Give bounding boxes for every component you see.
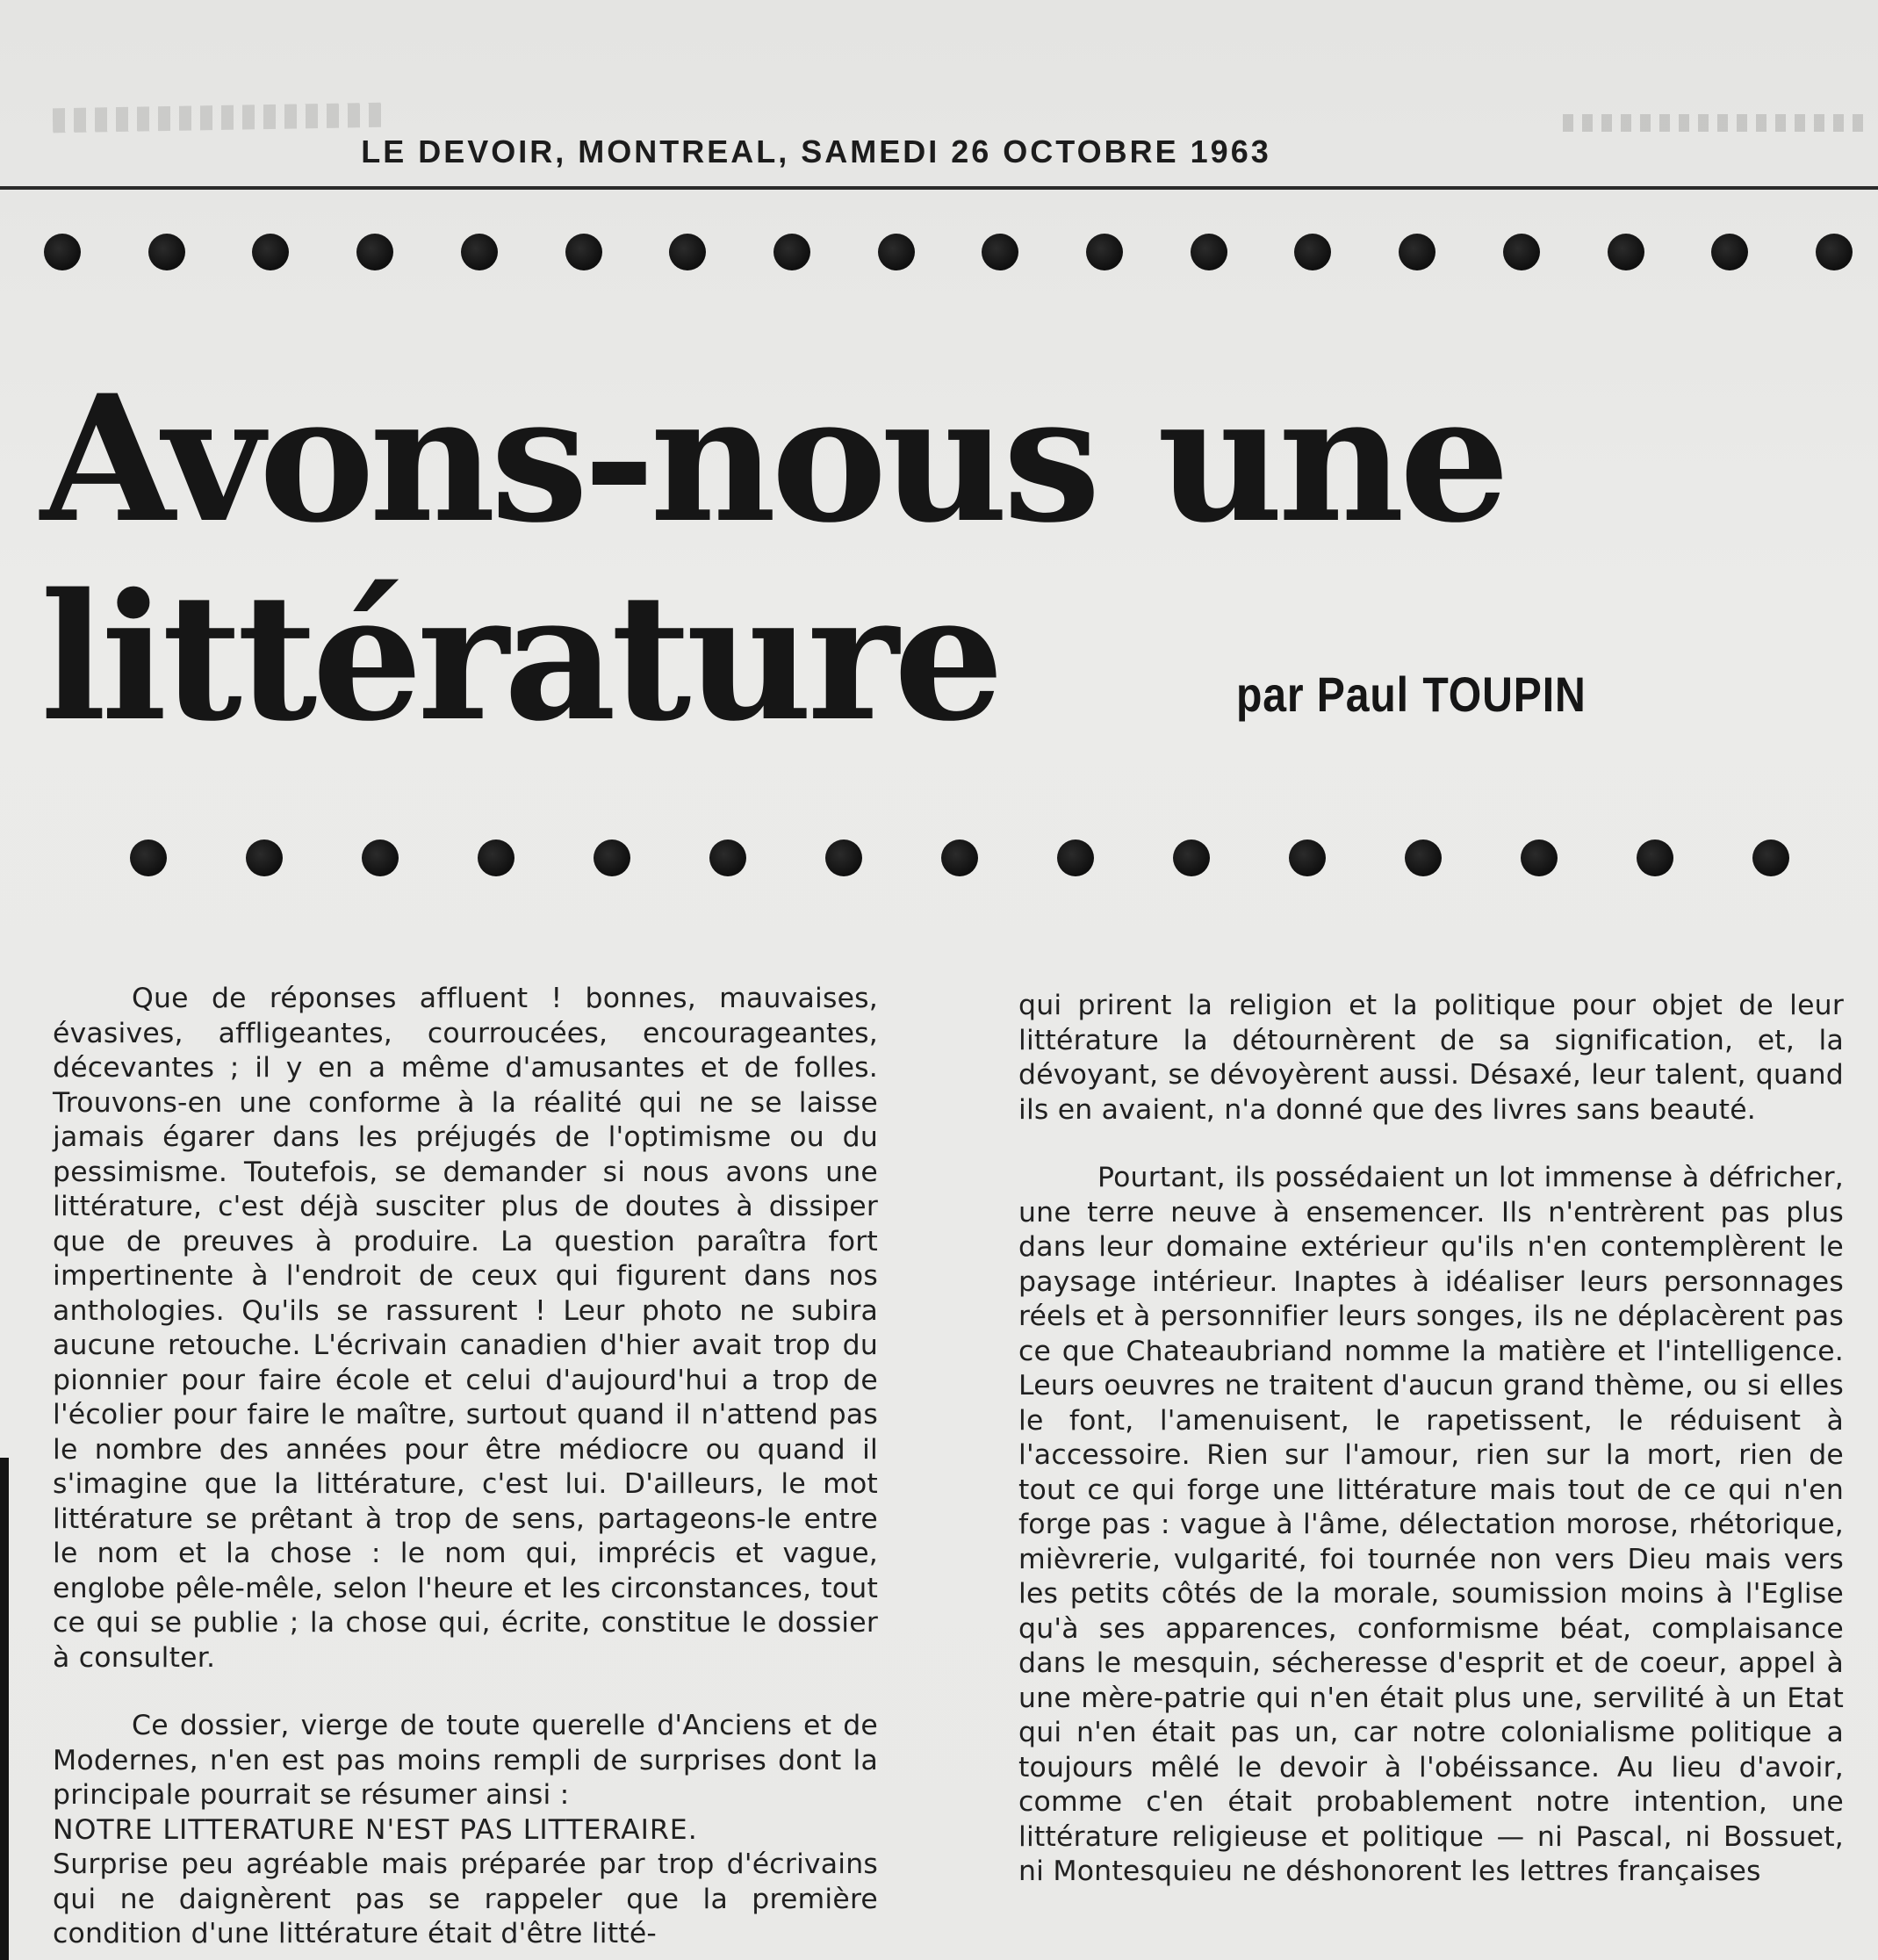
- ornament-dot: [246, 839, 283, 876]
- print-smudge: [1563, 114, 1870, 132]
- ornament-dot: [1289, 839, 1326, 876]
- masthead-rule: [0, 186, 1878, 190]
- headline-line-1: [40, 357, 1533, 561]
- print-smudge: [53, 103, 386, 133]
- ornament-dot: [1521, 839, 1558, 876]
- ornament-dot: [565, 234, 602, 270]
- ornament-dot: [44, 234, 81, 270]
- ornament-dot: [1637, 839, 1673, 876]
- ornament-dot: [356, 234, 393, 270]
- ornament-dot: [1816, 234, 1853, 270]
- ornament-dot: [1191, 234, 1227, 270]
- byline-prefix: par Paul: [1236, 667, 1409, 722]
- headline-word: Avons-nous: [40, 357, 1096, 561]
- dot-ornament-top: [44, 230, 1853, 274]
- ornament-dot: [1752, 839, 1789, 876]
- dot-ornament-bottom: [130, 836, 1789, 880]
- ornament-dot: [478, 839, 514, 876]
- ornament-dot: [1608, 234, 1644, 270]
- article-emphasis: NOTRE LITTERATURE N'EST PAS LITTERAIRE.: [53, 1813, 698, 1846]
- byline: [1236, 666, 1587, 723]
- ornament-dot: [252, 234, 289, 270]
- page-edge-bar: [0, 1458, 9, 1960]
- ornament-dot: [878, 234, 915, 270]
- ornament-dot: [709, 839, 746, 876]
- ornament-dot: [982, 234, 1018, 270]
- headline-line-2: littérature: [40, 555, 999, 760]
- ornament-dot: [1711, 234, 1748, 270]
- masthead-text: LE DEVOIR, MONTREAL, SAMEDI 26 OCTOBRE 1963: [361, 133, 1271, 169]
- article-paragraph: Que de réponses affluent ! bonnes, mauvaises, évasives, affligeantes, courroucées, encourageantes, décevantes ; il y en a même d'amusantes et de folles. Trouvons-en une conforme à la réalité qui ne se laisse jamais égarer dans les préjugés de l'optimisme ou du pessimisme. Toutefois, se demander si nous avons une littérature, c'est déjà susciter plus de doutes à dissiper que de preuves à produire. La question paraîtra fort impertinente à l'endroit de ceux qui figurent dans nos anthologies. Qu'ils se rassurent ! Leur photo ne subira aucune retouche. L'écrivain canadien d'hier avait trop du pionnier pour faire école et celui d'aujourd'hui a trop de l'écolier pour faire le maître, surtout quand il n'attend pas le nombre des années pour être médiocre ou quand il s'imagine que la littérature, c'est lui. D'ailleurs, le mot littérature se prêtant à trop de sens, partageons-le entre le nom et la chose : le nom qui, imprécis et vague, englobe pêle-mêle, selon l'heure et les circonstances, tout ce qui se publie ; la chose qui, écrite, constitue le dossier à consulter.: [53, 983, 878, 1674]
- byline-surname: TOUPIN: [1422, 667, 1587, 722]
- masthead: [0, 133, 1878, 186]
- article-paragraph: Ce dossier, vierge de toute querelle d'Anciens et de Modernes, n'en est pas moins rempli de surprises dont la principale pourrait se résumer ainsi :: [53, 1710, 878, 1811]
- ornament-dot: [825, 839, 862, 876]
- ornament-dot: [148, 234, 185, 270]
- ornament-dot: [594, 839, 630, 876]
- ornament-dot: [1086, 234, 1123, 270]
- ornament-dot: [1057, 839, 1094, 876]
- ornament-dot: [1173, 839, 1210, 876]
- article-paragraph: Pourtant, ils possédaient un lot immense à défricher, une terre neuve à ensemencer. Ils n'entrèrent pas plus dans leur domaine extérieur qu'ils n'en contemplèrent le paysage intérieur. Inaptes à idéaliser leurs personnages réels et à personnifier leurs songes, ils ne déplacèrent pas ce que Chateaubriand nomme la matière et l'intelligence. Leurs oeuvres ne traitent d'aucun grand thème, ou si elles le font, l'amenuisent, le rapetissent, le réduisent à l'accessoire. Rien sur l'amour, rien sur la mort, rien de tout ce qui forge une littérature mais tout de ce qui n'en forge pas : vague à l'âme, délectation morose, rhétorique, mièvrerie, vulgarité, foi tournée non vers Dieu mais vers les petits côtés de la morale, soumission moins à l'Eglise qu'à ses apparences, conformisme béat, complaisance dans le mesquin, sécheresse d'esprit et de coeur, appel à une mère-patrie qui n'en était plus une, servilité à un Etat qui n'en était pas un, car notre colonialisme politique a toujours mêlé le devoir à l'obéissance. Au lieu d'avoir, comme c'en était probablement notre intention, une littérature religieuse et politique — ni Pascal, ni Bossuet, ni Montesquieu ne déshonorent les lettres françaises: [1018, 1162, 1844, 1887]
- ornament-dot: [362, 839, 399, 876]
- ornament-dot: [669, 234, 706, 270]
- ornament-dot: [130, 839, 167, 876]
- headline-word: une: [1156, 357, 1505, 561]
- article-column-right: [1018, 989, 1844, 1923]
- ornament-dot: [1405, 839, 1442, 876]
- article-paragraph: qui prirent la religion et la politique pour objet de leur littérature la détournèrent de sa signification, et, la dévoyant, se dévoyèrent aussi. Désaxé, leur talent, quand ils en avaient, n'a donné que des livres sans beauté.: [1018, 990, 1844, 1126]
- ornament-dot: [1503, 234, 1540, 270]
- ornament-dot: [1399, 234, 1435, 270]
- ornament-dot: [461, 234, 498, 270]
- ornament-dot: [1294, 234, 1331, 270]
- article-column-left: [53, 982, 878, 1960]
- ornament-dot: [941, 839, 978, 876]
- article-paragraph: Surprise peu agréable mais préparée par trop d'écrivains qui ne daignèrent pas se rappeler que la première condition d'une littérature était d'être litté-: [53, 1848, 878, 1949]
- ornament-dot: [774, 234, 810, 270]
